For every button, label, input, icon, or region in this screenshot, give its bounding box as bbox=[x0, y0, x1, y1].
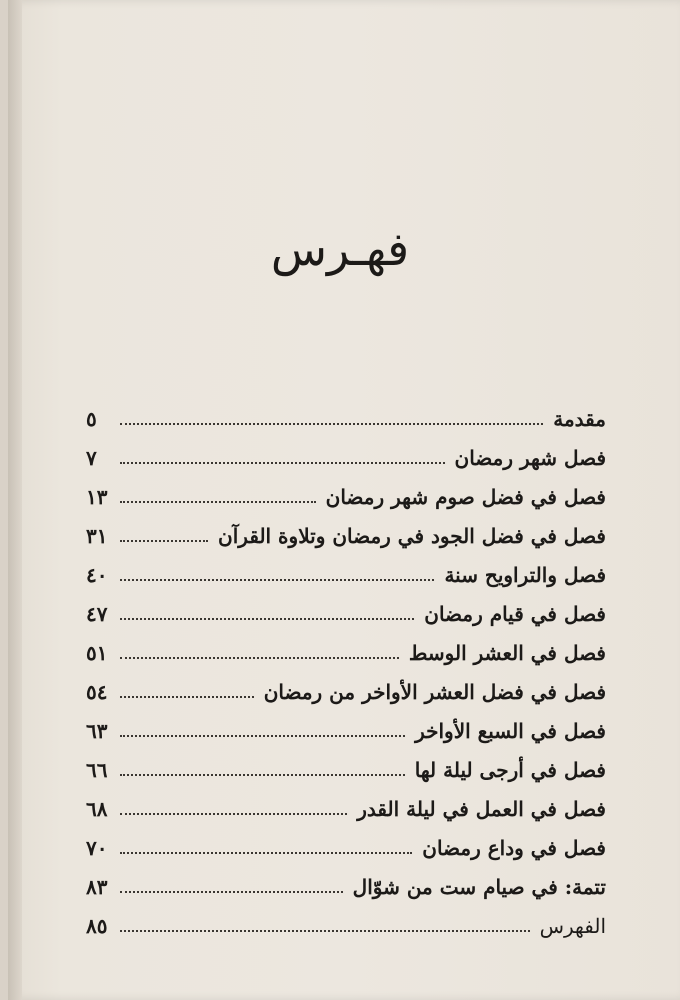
toc-leader-dots bbox=[120, 696, 254, 698]
toc-entry bbox=[86, 509, 606, 548]
toc-leader-dots bbox=[120, 501, 316, 503]
toc-entry-page: ٤٧ bbox=[86, 602, 108, 626]
toc-entry bbox=[86, 626, 606, 665]
toc-leader-dots bbox=[120, 774, 405, 776]
toc-entry-title: فصل في فضل العشر الأواخر من رمضان bbox=[263, 680, 606, 704]
toc-entry-title: فصل في فضل صوم شهر رمضان bbox=[325, 485, 606, 509]
toc-entry-page: ٦٣ bbox=[86, 719, 108, 743]
toc-entry-title: فصل في السبع الأواخر bbox=[415, 719, 606, 743]
toc-entry-title: تتمة: في صيام ست من شوّال bbox=[352, 875, 606, 899]
toc-entry-page: ٨٣ bbox=[86, 875, 108, 899]
toc-entry bbox=[86, 470, 606, 509]
toc-entry-title: فصل في وداع رمضان bbox=[422, 836, 606, 860]
toc-entry-title: فصل والتراويح سنة bbox=[444, 563, 606, 587]
toc-entry-page: ٨٥ bbox=[86, 914, 108, 938]
toc-entry bbox=[86, 392, 606, 431]
toc-entry-page: ٧ bbox=[86, 446, 97, 470]
toc-entry bbox=[86, 704, 606, 743]
toc-leader-dots bbox=[120, 462, 445, 464]
toc-leader-dots bbox=[120, 852, 412, 854]
toc-entry-page: ١٣ bbox=[86, 485, 108, 509]
toc-entry-page: ٦٦ bbox=[86, 758, 108, 782]
toc-leader-dots bbox=[120, 618, 414, 620]
toc-leader-dots bbox=[120, 930, 530, 932]
toc-entry bbox=[86, 665, 606, 704]
toc-leader-dots bbox=[120, 657, 399, 659]
toc-entry-title: فصل في فضل الجود في رمضان وتلاوة القرآن bbox=[218, 524, 606, 548]
toc-entry bbox=[86, 431, 606, 470]
toc-entry-title: فصل شهر رمضان bbox=[454, 446, 606, 470]
toc-leader-dots bbox=[120, 579, 434, 581]
toc-leader-dots bbox=[120, 891, 343, 893]
toc-leader-dots bbox=[120, 540, 208, 542]
toc-entry-title: مقدمة bbox=[553, 407, 606, 431]
toc-leader-dots bbox=[120, 423, 543, 425]
toc-leader-dots bbox=[120, 813, 347, 815]
toc-entry-page: ٥١ bbox=[86, 641, 108, 665]
toc-entry bbox=[86, 821, 606, 860]
toc-entry bbox=[86, 743, 606, 782]
page-gutter bbox=[8, 0, 22, 1000]
toc-leader-dots bbox=[120, 735, 405, 737]
toc-entry-title: الفهرس bbox=[539, 914, 606, 938]
toc-entry-page: ٣١ bbox=[86, 524, 108, 548]
toc-entry-page: ٧٠ bbox=[86, 836, 108, 860]
toc-entry bbox=[86, 782, 606, 821]
toc-entry bbox=[86, 548, 606, 587]
toc-entry-page: ٦٨ bbox=[86, 797, 108, 821]
toc-entry bbox=[86, 899, 606, 938]
toc-entry-page: ٥٤ bbox=[86, 680, 108, 704]
toc-entry bbox=[86, 860, 606, 899]
toc-entry-page: ٥ bbox=[86, 407, 97, 431]
toc-entry bbox=[86, 587, 606, 626]
toc-entry-title: فصل في العمل في ليلة القدر bbox=[357, 797, 606, 821]
page-title: فهـرس bbox=[270, 222, 410, 276]
toc-entry-title: فصل في أرجى ليلة لها bbox=[414, 758, 606, 782]
toc-entry-title: فصل في العشر الوسط bbox=[408, 641, 606, 665]
toc-entry-page: ٤٠ bbox=[86, 563, 108, 587]
toc-entry-title: فصل في قيام رمضان bbox=[424, 602, 606, 626]
table-of-contents bbox=[86, 392, 606, 938]
